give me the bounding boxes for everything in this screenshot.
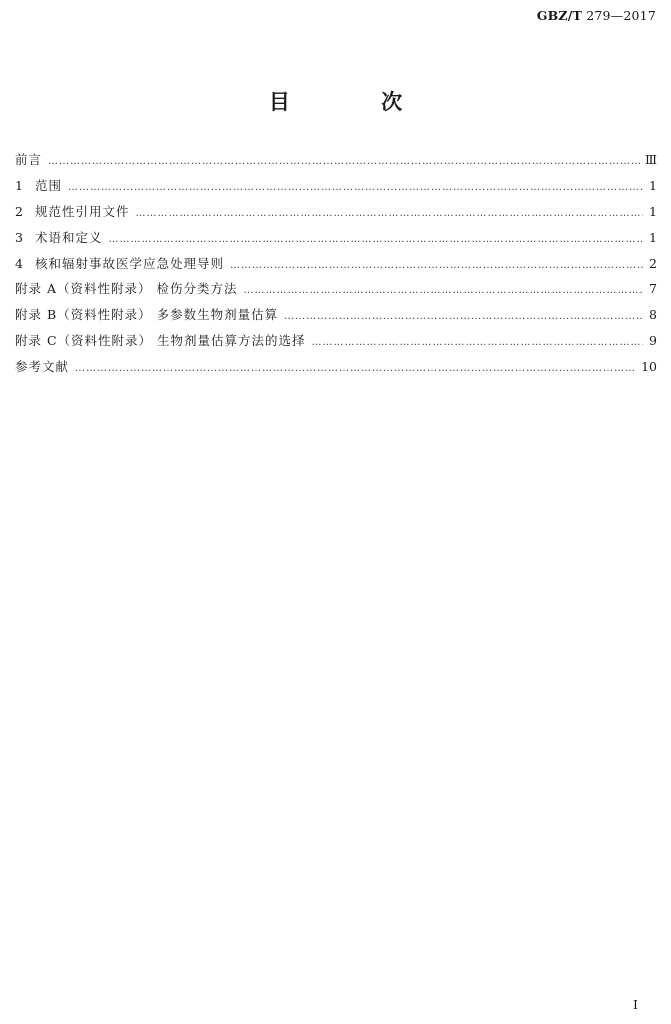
document-code-prefix: GBZ/T xyxy=(536,8,583,23)
toc-entry-label: 4 核和辐射事故医学应急处理导则 xyxy=(15,255,225,271)
toc-entry-number: 1 xyxy=(15,177,24,193)
toc-entry-number: 4 xyxy=(15,255,24,271)
toc-entry-page: Ⅲ xyxy=(644,152,657,167)
toc-entry-label: 前言 xyxy=(15,152,43,167)
toc-leader-dots xyxy=(243,285,643,296)
toc-entry-appendix-c[interactable] xyxy=(15,331,657,357)
toc-entry-page: 8 xyxy=(649,307,657,323)
toc-entry-label: 附录 C（资料性附录） 生物剂量估算方法的选择 xyxy=(15,333,306,349)
table-of-contents xyxy=(15,150,657,383)
toc-entry-bibliography[interactable] xyxy=(15,357,657,383)
document-code-suffix: 279—2017 xyxy=(586,8,656,23)
page-title: 目 次 xyxy=(268,90,445,114)
toc-leader-dots xyxy=(109,234,643,245)
toc-leader-dots xyxy=(230,260,643,271)
toc-entry-label: 参考文献 xyxy=(15,359,70,375)
toc-entry-scope[interactable] xyxy=(15,176,657,202)
page-number: Ⅰ xyxy=(633,997,638,1012)
toc-leader-dots xyxy=(312,337,643,348)
toc-entry-page: 10 xyxy=(641,359,657,375)
toc-leader-dots xyxy=(75,363,637,374)
toc-entry-label: 1 范围 xyxy=(15,177,63,193)
toc-entry-number: 3 xyxy=(15,229,24,245)
toc-entry-label: 2 规范性引用文件 xyxy=(15,203,130,219)
toc-entry-page: 7 xyxy=(649,281,657,297)
toc-entry-page: 1 xyxy=(649,177,657,193)
toc-entry-foreword[interactable] xyxy=(15,150,657,176)
toc-entry-guidelines[interactable] xyxy=(15,254,657,280)
toc-entry-label: 3 术语和定义 xyxy=(15,229,103,245)
toc-leader-dots xyxy=(48,156,641,167)
document-code xyxy=(537,8,656,23)
toc-entry-page: 1 xyxy=(649,203,657,219)
toc-entry-terms-definitions[interactable] xyxy=(15,228,657,254)
toc-entry-page: 9 xyxy=(649,333,657,349)
toc-leader-dots xyxy=(68,182,643,193)
toc-entry-appendix-b[interactable] xyxy=(15,305,657,331)
toc-entry-label: 附录 A（资料性附录） 检伤分类方法 xyxy=(15,281,238,297)
toc-leader-dots xyxy=(136,208,643,219)
toc-entry-appendix-a[interactable] xyxy=(15,279,657,305)
toc-entry-number: 2 xyxy=(15,203,24,219)
toc-entry-label: 附录 B（资料性附录） 多参数生物剂量估算 xyxy=(15,307,279,323)
toc-leader-dots xyxy=(284,311,643,322)
toc-entry-page: 2 xyxy=(649,255,657,271)
toc-entry-page: 1 xyxy=(649,229,657,245)
toc-entry-normative-references[interactable] xyxy=(15,202,657,228)
